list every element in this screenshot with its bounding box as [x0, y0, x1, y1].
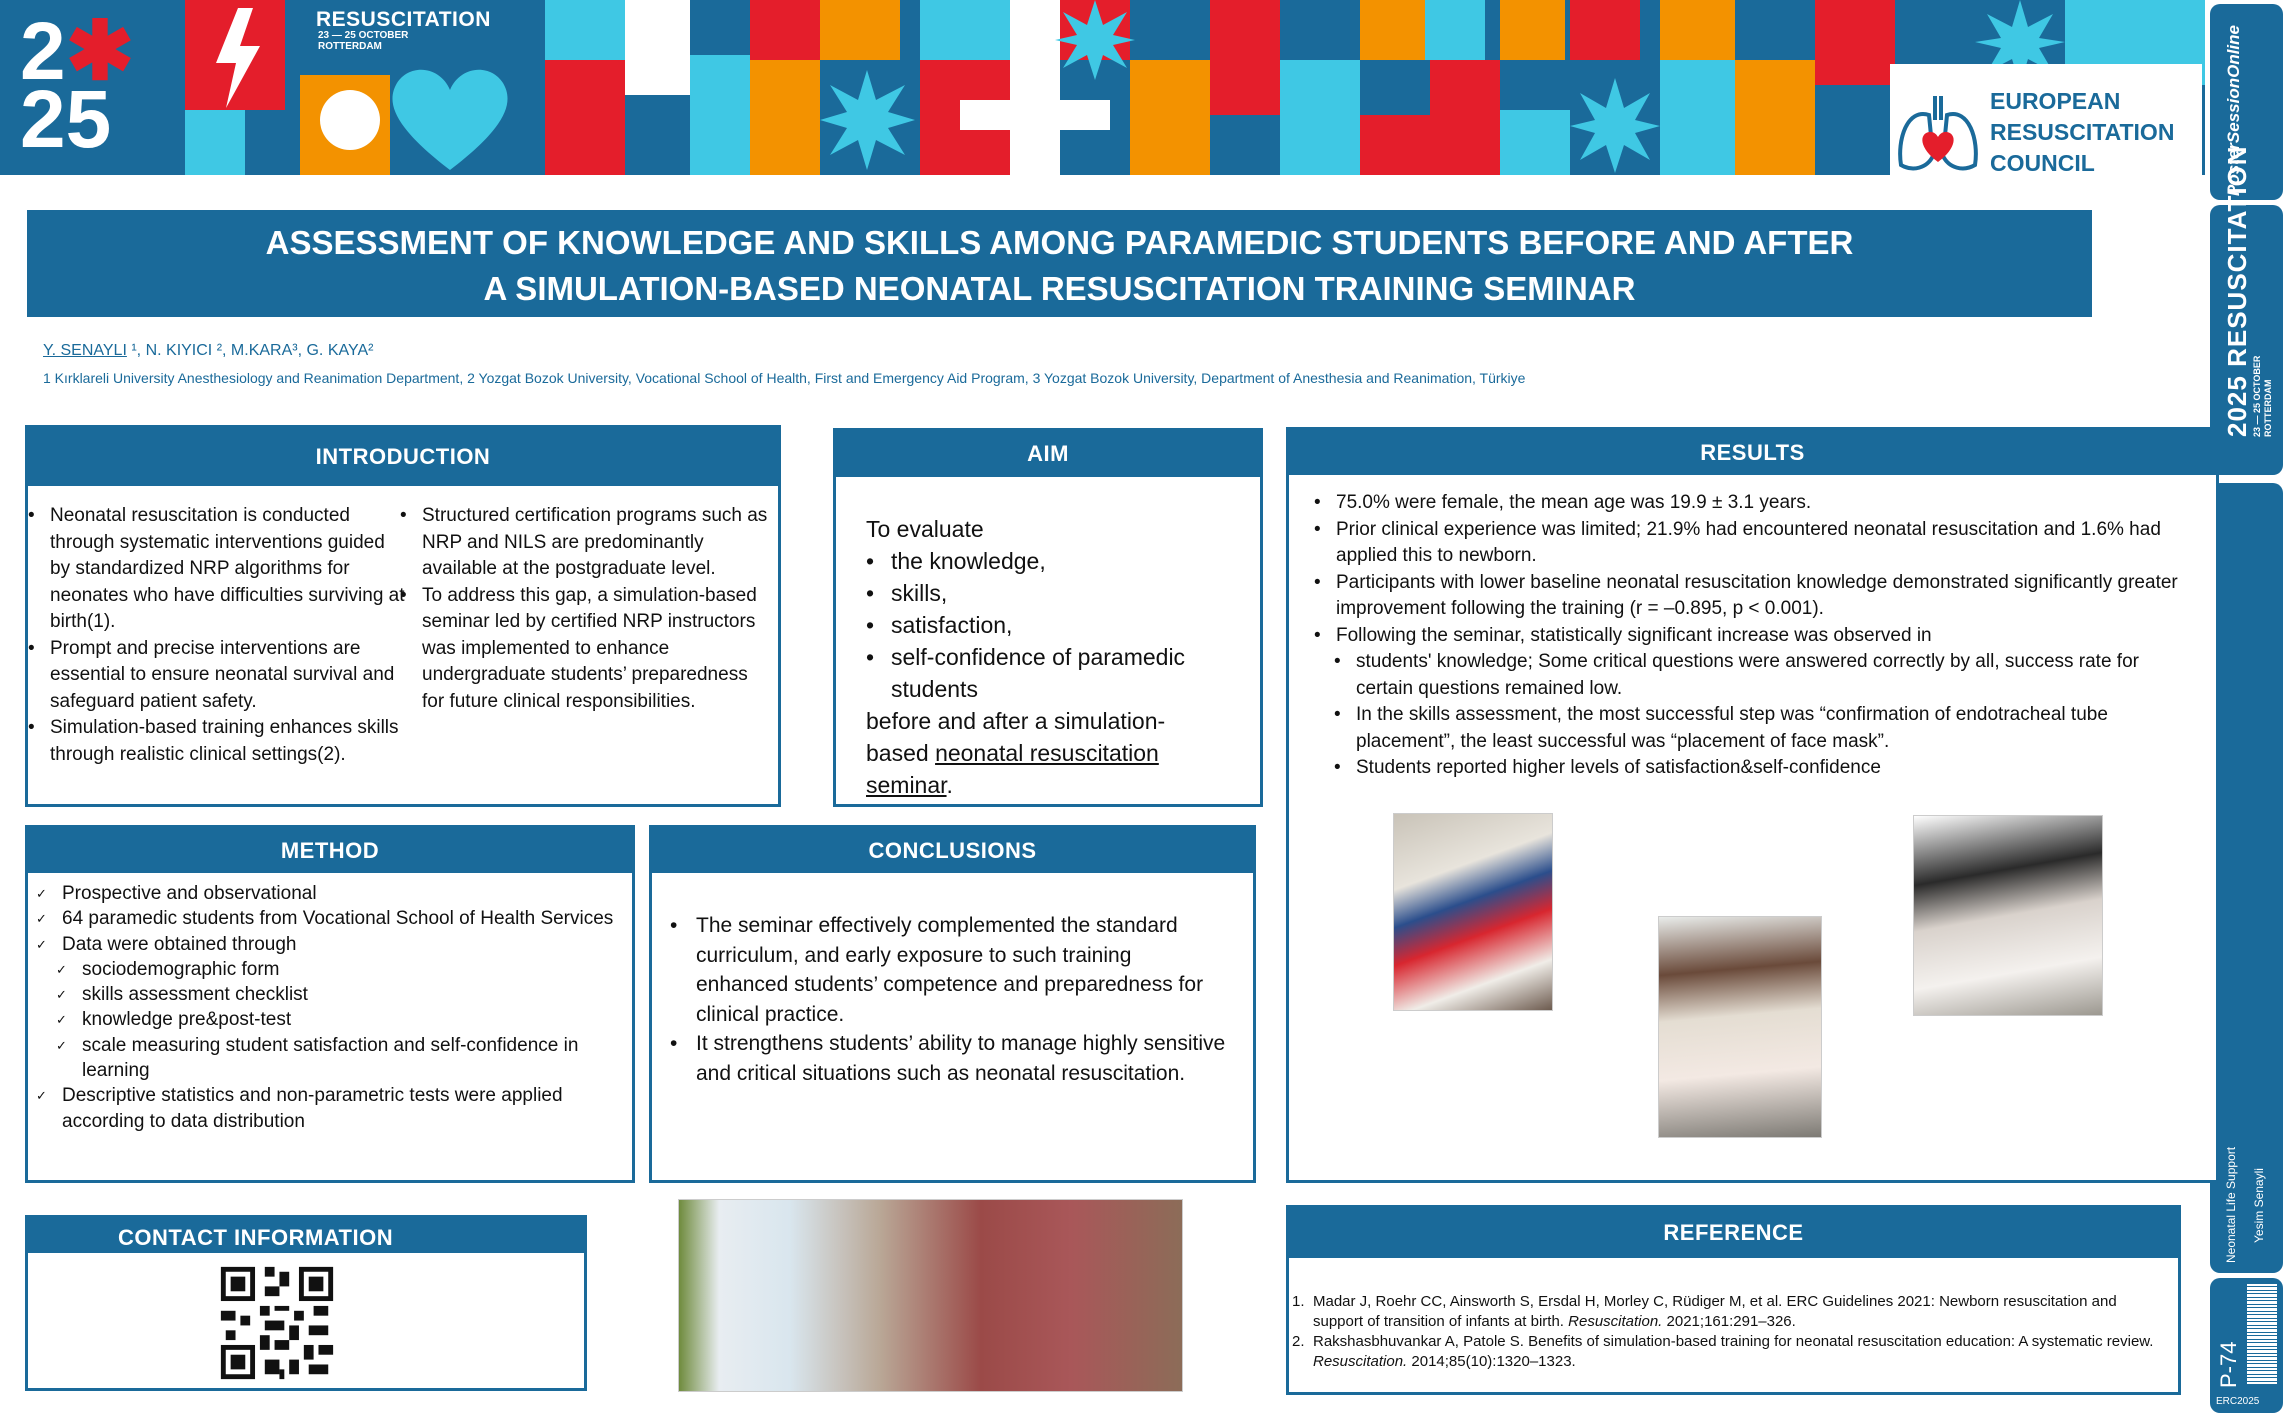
dates: 23 — 25 OCTOBER [318, 30, 409, 41]
lungs-heart-icon [1893, 90, 1983, 176]
side-topic: Neonatal Life Support [2224, 1146, 2238, 1263]
side-event-details: 23 — 25 OCTOBER ROTTERDAM [2252, 355, 2273, 437]
side-author: Yesim Senayli [2252, 1168, 2266, 1243]
list-item: • To address this gap, a simulation-based seminar led by certified NRP instructors was implemented to enhance undergraduate students’ preparedness for future clinical responsibilities. [400, 583, 770, 716]
affiliations: 1 Kırklareli University Anesthesiology and Reanimation Department, 2 Yozgat Bozok University, Vocational School of Health, First and Emergency Aid Program, 3 Yozgat Bozok University, Department of Anesthesia and Reanimation, Türkiye [43, 370, 1526, 386]
title-line-2: A SIMULATION-BASED NEONATAL RESUSCITATION TRAINING SEMINAR [483, 270, 1636, 307]
barcode [2247, 1284, 2277, 1384]
introduction-heading: INTRODUCTION [28, 428, 778, 486]
list-item: • Participants with lower baseline neonatal resuscitation knowledge demonstrated significantly greater improvement following the training (r = –0.895, p < 0.001). [1314, 570, 2196, 623]
aim-heading: AIM [836, 431, 1260, 477]
reference-item: 2. Rakshasbhuvankar A, Patole S. Benefits of simulation-based training for neonatal resuscitation education: A systematic review. Resuscitation. 2014;85(10):1320–1323. [1292, 1333, 2154, 1370]
results-sublist [1289, 649, 2216, 782]
seminar-photo [678, 1199, 1183, 1392]
banner-tile [1280, 60, 1360, 175]
list-item: • Prompt and precise interventions are essential to ensure neonatal survival and safeguard patient safety. [28, 636, 408, 716]
list-item: ✓ sociodemographic form [28, 957, 622, 982]
list-item: ✓ Descriptive statistics and non-parametric tests were applied according to data distribution [28, 1083, 622, 1134]
reference-journal: Resuscitation. [1568, 1313, 1663, 1330]
list-item: ✓ scale measuring student satisfaction and self-confidence in learning [28, 1033, 622, 1084]
heart-icon [385, 58, 515, 173]
list-item: ✓ Data were obtained through [28, 932, 622, 957]
side-event-panel [2210, 145, 2283, 475]
qr-code [216, 1262, 338, 1384]
contact-heading: CONTACT INFORMATION [28, 1218, 584, 1253]
poster-session-brand: PosterSessionOnline [2224, 25, 2243, 196]
aim-outro-text: before and after a simulation-based [866, 708, 1166, 766]
lightning-icon [208, 8, 268, 108]
aim-outro-end: . [946, 772, 953, 798]
banner-tile [820, 0, 900, 60]
list-item: ✓ 64 paramedic students from Vocational School of Health Services [28, 906, 622, 931]
banner-tile [1660, 60, 1735, 175]
banner-tile [1570, 0, 1640, 60]
list-item: ✓ Prospective and observational [28, 881, 622, 906]
banner-tile [1660, 0, 1735, 60]
list-item: • 75.0% were female, the mean age was 19.9 ± 3.1 years. [1314, 490, 2196, 517]
list-item: • Simulation-based training enhances skills through realistic clinical settings(2). [28, 715, 408, 768]
banner-tile [1210, 0, 1280, 115]
conclusions-list [652, 873, 1253, 1088]
side-id-panel [2210, 1278, 2283, 1413]
list-item: • Following the seminar, statistically significant increase was observed in [1314, 623, 2196, 650]
list-item: • Structured certification programs such as NRP and NILS are predominantly available at the postgraduate level. [400, 503, 770, 583]
training-photo-1 [1393, 813, 1553, 1011]
list-item: ✓ knowledge pre&post-test [28, 1007, 622, 1032]
list-item: • the knowledge, [866, 545, 1260, 577]
banner-tile [1360, 0, 1425, 60]
banner-tile [1430, 60, 1500, 175]
first-author: Y. SENAYLI [43, 342, 127, 359]
banner-tile [750, 60, 820, 175]
conclusions-heading: CONCLUSIONS [652, 828, 1253, 873]
reference-tail: 2021;161:291–326. [1662, 1313, 1796, 1330]
method-section [25, 825, 635, 1183]
reference-heading: REFERENCE [1289, 1208, 2178, 1258]
reference-section [1286, 1205, 2181, 1395]
city: ROTTERDAM [318, 41, 382, 52]
introduction-col2 [400, 503, 770, 715]
banner-tile [1500, 0, 1565, 60]
training-photo-2 [1658, 916, 1822, 1138]
poster-title [27, 210, 2092, 317]
logo-2025: 2✱ 25 [20, 6, 135, 165]
list-item: • Students reported higher levels of satisfaction&self-confidence [1334, 755, 2196, 782]
banner-tile [1010, 0, 1060, 175]
banner-tile [1815, 0, 1895, 85]
reference-text: Rakshasbhuvankar A, Patole S. Benefits of simulation-based training for neonatal resuscitation education: A systematic review. [1313, 1333, 2154, 1350]
poster-id: P-74 [2216, 1341, 2241, 1388]
erc-name: EUROPEAN RESUSCITATION COUNCIL [1990, 88, 2175, 176]
side-event-name: 2025 RESUSCITATION [2222, 145, 2252, 437]
reference-list [1289, 1258, 2178, 1372]
reference-item: 1. Madar J, Roehr CC, Ainsworth S, Ersdal H, Morley C, Rüdiger M, et al. ERC Guidelines 2021: Newborn resuscitation and support of transition of infants at birth. Resuscitation. 2021;161:291–326. [1292, 1293, 2117, 1330]
banner-tile [545, 0, 625, 60]
list-item: • Prior clinical experience was limited; 21.9% had encountered neonatal resuscitation and 1.6% had applied this to newborn. [1314, 517, 2196, 570]
banner-tile [545, 60, 625, 175]
side-info-panel [2210, 483, 2283, 1273]
banner-tile [1360, 115, 1430, 175]
star-burst-icon [1570, 78, 1660, 173]
conference-name: RESUSCITATION [316, 8, 491, 31]
banner-tile [750, 0, 820, 60]
banner-tile [1425, 0, 1485, 60]
aim-section [833, 428, 1263, 807]
reference-tail: 2014;85(10):1320–1323. [1407, 1353, 1576, 1370]
results-list [1289, 475, 2216, 649]
list-item: ✓ skills assessment checklist [28, 982, 622, 1007]
other-authors: ¹, N. KIYICI ², M.KARA³, G. KAYA² [126, 342, 374, 359]
list-item: • The seminar effectively complemented the standard curriculum, and early exposure to such training enhanced students’ competence and preparedness for clinical practice. [670, 911, 1228, 1029]
list-item: • self-confidence of paramedic students [866, 641, 1260, 705]
banner-tile [920, 0, 1010, 60]
banner-tile [690, 55, 750, 175]
list-item: • skills, [866, 577, 1260, 609]
star-burst-icon [820, 70, 915, 170]
banner-tile [625, 0, 690, 95]
method-list [28, 873, 632, 1134]
reference-journal: Resuscitation. [1313, 1353, 1408, 1370]
authors [43, 342, 373, 360]
training-photo-3 [1913, 815, 2103, 1016]
reference-text: Madar J, Roehr CC, Ainsworth S, Ersdal H, Morley C, Rüdiger M, et al. ERC Guidelines 2021: Newborn resuscitation and support of transition of infants at birth. [1313, 1293, 2117, 1330]
list-item: • satisfaction, [866, 609, 1260, 641]
conference-dates [318, 30, 408, 52]
aim-outro-link: neonatal resuscitation seminar [866, 740, 1159, 798]
figure-icon [310, 80, 390, 175]
aim-list [866, 545, 1260, 705]
aim-body [836, 477, 1260, 801]
banner-tile [185, 110, 245, 175]
method-heading: METHOD [28, 828, 632, 873]
list-item: • Neonatal resuscitation is conducted through systematic interventions guided by standardized NRP algorithms for neonates who have difficulties surviving at birth(1). [28, 503, 408, 636]
list-item: • students' knowledge; Some critical questions were answered correctly by all, success rate for certain questions remained low. [1334, 649, 2196, 702]
list-item: • It strengthens students’ ability to manage highly sensitive and critical situations such as neonatal resuscitation. [670, 1029, 1228, 1088]
banner-tile [1130, 60, 1210, 175]
conclusions-section [649, 825, 1256, 1183]
banner-tile [1735, 60, 1815, 175]
title-line-1: ASSESSMENT OF KNOWLEDGE AND SKILLS AMONG PARAMEDIC STUDENTS BEFORE AND AFTER [265, 224, 1854, 261]
introduction-col1 [28, 503, 408, 768]
aim-outro [866, 705, 1226, 801]
list-item: • In the skills assessment, the most successful step was “confirmation of endotracheal tube placement”, the least successful was “placement of face mask”. [1334, 702, 2196, 755]
results-heading: RESULTS [1289, 430, 2216, 475]
erc-code: ERC2025 [2216, 1396, 2260, 1407]
star-burst-icon [1055, 0, 1135, 80]
banner-tile [960, 100, 1110, 130]
banner-tile [1500, 110, 1570, 175]
aim-intro: To evaluate [866, 516, 984, 542]
